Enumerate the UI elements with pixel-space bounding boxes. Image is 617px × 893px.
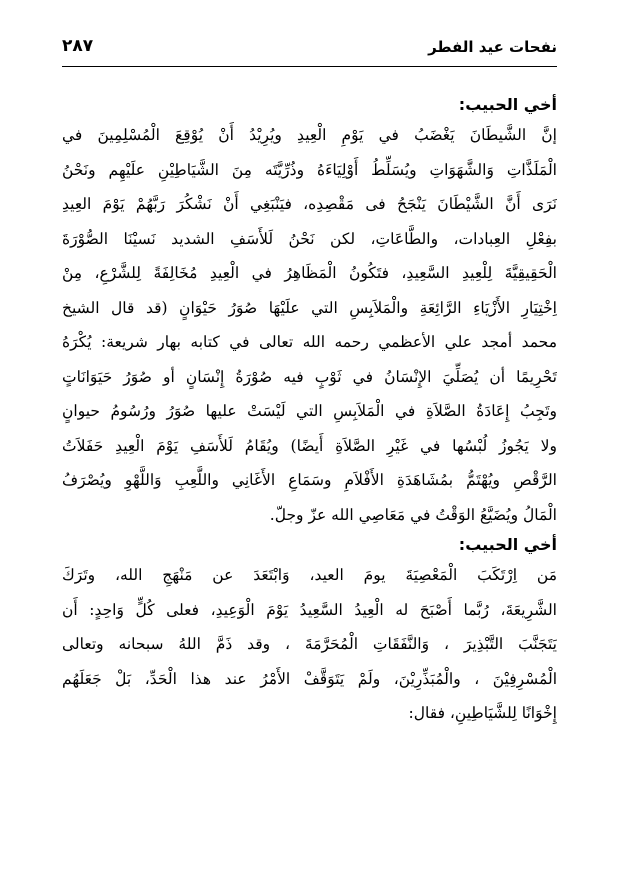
section-heading: أخي الحبيب: — [458, 535, 557, 554]
text-line: بفِعْلِ العِبادات، والطَّاعَاتِ، لكن نَحْنُ لَلأَسَفِ الشديد نَسيْنَا الصُّوْرَةَ — [62, 229, 557, 248]
running-title: نفحات عيد الفطر — [428, 38, 557, 56]
text-line: إِخْوَانًا لِلشَّيَاطِينِ، فقال: — [408, 704, 557, 722]
header-rule — [62, 66, 557, 67]
page-header — [62, 36, 557, 64]
section-heading: أخي الحبيب: — [458, 95, 557, 114]
text-line: نَرَى أَنَّ الشَّيْطَانَ يَنْجَحُ فى مَقْصِدِه، فيَنْبَغِي أَنْ نَشْكُرَ رَبَّهُمْ يَوْمَ العِيدِ — [62, 195, 557, 213]
text-line: إنَّ الشَّيطَانَ يَغْضَبُ في يَوْمِ الْعِيدِ ويُرِيْدُ أَنْ يُوْقِعَ الْمُسْلِمِينَ في — [62, 126, 557, 144]
text-line: الْمُسْرِفِيْنَ ، والْمُبَذِّرِيْنَ، ولَمْ يَتَوَقَّفْ الأَمْرُ عند هذا الْحَدِّ، بَلْ جَعَلَهُم — [62, 669, 557, 688]
page-number: ٢٨٧ — [62, 36, 94, 56]
text-line: وتَجِبُ إِعَادَةُ الصَّلاَةِ في الْمَلاَبِسِ التي لَيْسَتْ عليها صُوَرُ ورُسُومُ حيوانٍ — [62, 402, 557, 420]
text-line: الشَّرِيعَةَ، رُبَّما أَصْبَحَ له الْعِيدُ السَّعِيدُ يَوْمَ الْوَعِيدِ، فعلى كُلٍّ وَاحِدٍ: أَن — [62, 600, 557, 619]
text-line: الرَّقْصِ ويُهْتَمُّ بمُشَاهَدَةِ الأَفْلاَمِ وسَمَاعِ الأَغَانِي واللَّعِبِ وَاللَّهْوِ ويُصْرَفُ — [62, 471, 557, 489]
text-line: محمد أمجد علي الأعظمي رحمه الله تعالى في كتابه بهار شريعة: يُكْرَهُ — [62, 333, 557, 351]
text-line: يَتَجَنَّبَ التَّبْذِيرَ ، وَالنَّفَقَاتِ الْمُحَرَّمَةَ ، وقد ذَمَّ اللهُ سبحانه وتعالى — [62, 635, 557, 653]
text-line: الْمَالُ ويُضَيَّعُ الوَقْتُ في مَعَاصِي الله عزّ وجلّ. — [269, 505, 557, 524]
text-line: ولا يَجُوزُ لُبْسُها في غَيْرِ الصَّلاَةِ أَيضًا) ويُقَامُ لَلأَسَفِ يَوْمَ الْعِيدِ حَفَلاَتُ — [62, 436, 557, 455]
text-line: مَن اِرْتَكَبَ الْمَعْصِيَةَ يومَ العيد، وَابْتَعَدَ عن مَنْهَجِ الله، وتَرَكَ — [62, 566, 557, 584]
text-line: الْمَلَذَّاتِ وَالشَّهَوَاتِ ويُسَلِّطُ أَوْلِيَاءَهُ وذُرِّيَّتَه مِنَ الشَّيَاطِيْنِ علَيْهِم ونَحْنُ — [62, 160, 557, 179]
text-line: تَحْرِيمًا أن يُصَلِّيَ الإِنْسَانُ في ثَوْبٍ فيه صُوْرَةُ إِنْسَانٍ أو صُوَرُ حَيَوَانَاتٍ — [62, 367, 557, 386]
text-line: اِخْتِيَارِ الأَزْيَاءِ الرَّائِعَةِ والْمَلاَبِسِ التي علَيْهَا صُوَرُ حَيْوَانٍ (قد قال الشيخ — [62, 298, 557, 317]
text-line: الْحَقِيقِيَّةَ لِلْعِيدِ السَّعِيدِ، فتَكُونُ الْمَظَاهِرُ في الْعِيدِ مُخَالِفَةً لِلشَّرْعِ، مِنْ — [62, 264, 557, 282]
page-body — [62, 92, 557, 731]
